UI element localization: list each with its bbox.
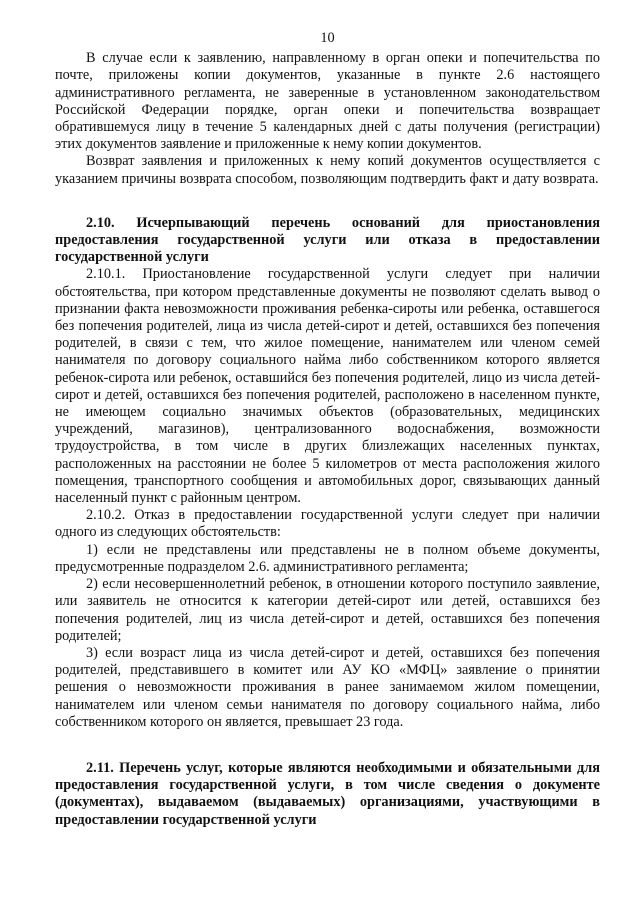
list-item-2: 2) если несовершеннолетний ребенок, в отношении которого поступило заявление, или заявитель не относится к категории детей-сирот или детей, оставшихся без попечения родителей, лиц из числа детей-сирот и детей, оставшихся без попечения родителей; — [55, 576, 600, 644]
list-item-3: 3) если возраст лица из числа детей-сирот и детей, оставшихся без попечения родителей, представившего в комитет или АУ КО «МФЦ» заявление о принятии решения о невозможности проживания в ранее занимаемом жилом помещении, нанимателем или членом семьи нанимателя по договору социального найма, либо собственником которого он является, превышает 23 года. — [55, 644, 600, 730]
paragraph-return-reason: Возврат заявления и приложенных к нему копий документов осуществляется с указанием причины возврата способом, позволяющим подтвердить факт и дату возврата. — [55, 153, 600, 187]
paragraph-return-by-mail: В случае если к заявлению, направленному в орган опеки и попечительства по почте, приложены копии документов, указанные в пункте 2.6 настоящего административного регламента, не заверенные в установленном законодательством Российской Федерации порядке, орган опеки и попечительства возвращает обратившемуся лицу в течение 5 календарных дней с даты получения (регистрации) этих документов заявление и приложенные к нему копии документов. — [55, 50, 600, 153]
paragraph-2-10-2: 2.10.2. Отказ в предоставлении государственной услуги следует при наличии одного из следующих обстоятельств: — [55, 507, 600, 541]
section-heading-2-11: 2.11. Перечень услуг, которые являются необходимыми и обязательными для предоставления государственной услуги, в том числе сведения о документе (документах), выдаваемом (выдаваемых) организациями, участвующими в предоставлении государственной услуги — [55, 759, 600, 828]
list-item-1: 1) если не представлены или представлены не в полном объеме документы, предусмотренные подразделом 2.6. административного регламента; — [55, 541, 600, 575]
page-number: 10 — [320, 30, 335, 46]
section-heading-2-10: 2.10. Исчерпывающий перечень оснований для приостановления предоставления государственной услуги или отказа в предоставлении государственной услуги — [55, 214, 600, 266]
paragraph-2-10-1: 2.10.1. Приостановление государственной услуги следует при наличии обстоятельства, при котором представленные документы не позволяют сделать вывод о признании факта невозможности проживания ребенка-сироты или ребенка, оставшегося без попечения родителей, лица из числа детей-сирот и детей, оставшихся без попечения родителей, в связи с тем, что жилое помещение, нанимателем или членом семей нанимателя по договору социального найма либо собственником которого является ребенок-сирота или ребенок, оставшийся без попечения родителей, лицо из числа детей-сирот и детей, оставшихся без попечения родителей, расположено в населенном пункте, не имеющем социально значимых объектов (образовательных, медицинских учреждений, магазинов), централизованного водоснабжения, возможности трудоустройства, в том числе в других близлежащих населенных пунктах, расположенных на расстоянии не более 5 километров от места расположения жилого помещения, транспортного сообщения и автомобильных дорог, связывающих данный населенный пункт с районным центром. — [55, 266, 600, 507]
